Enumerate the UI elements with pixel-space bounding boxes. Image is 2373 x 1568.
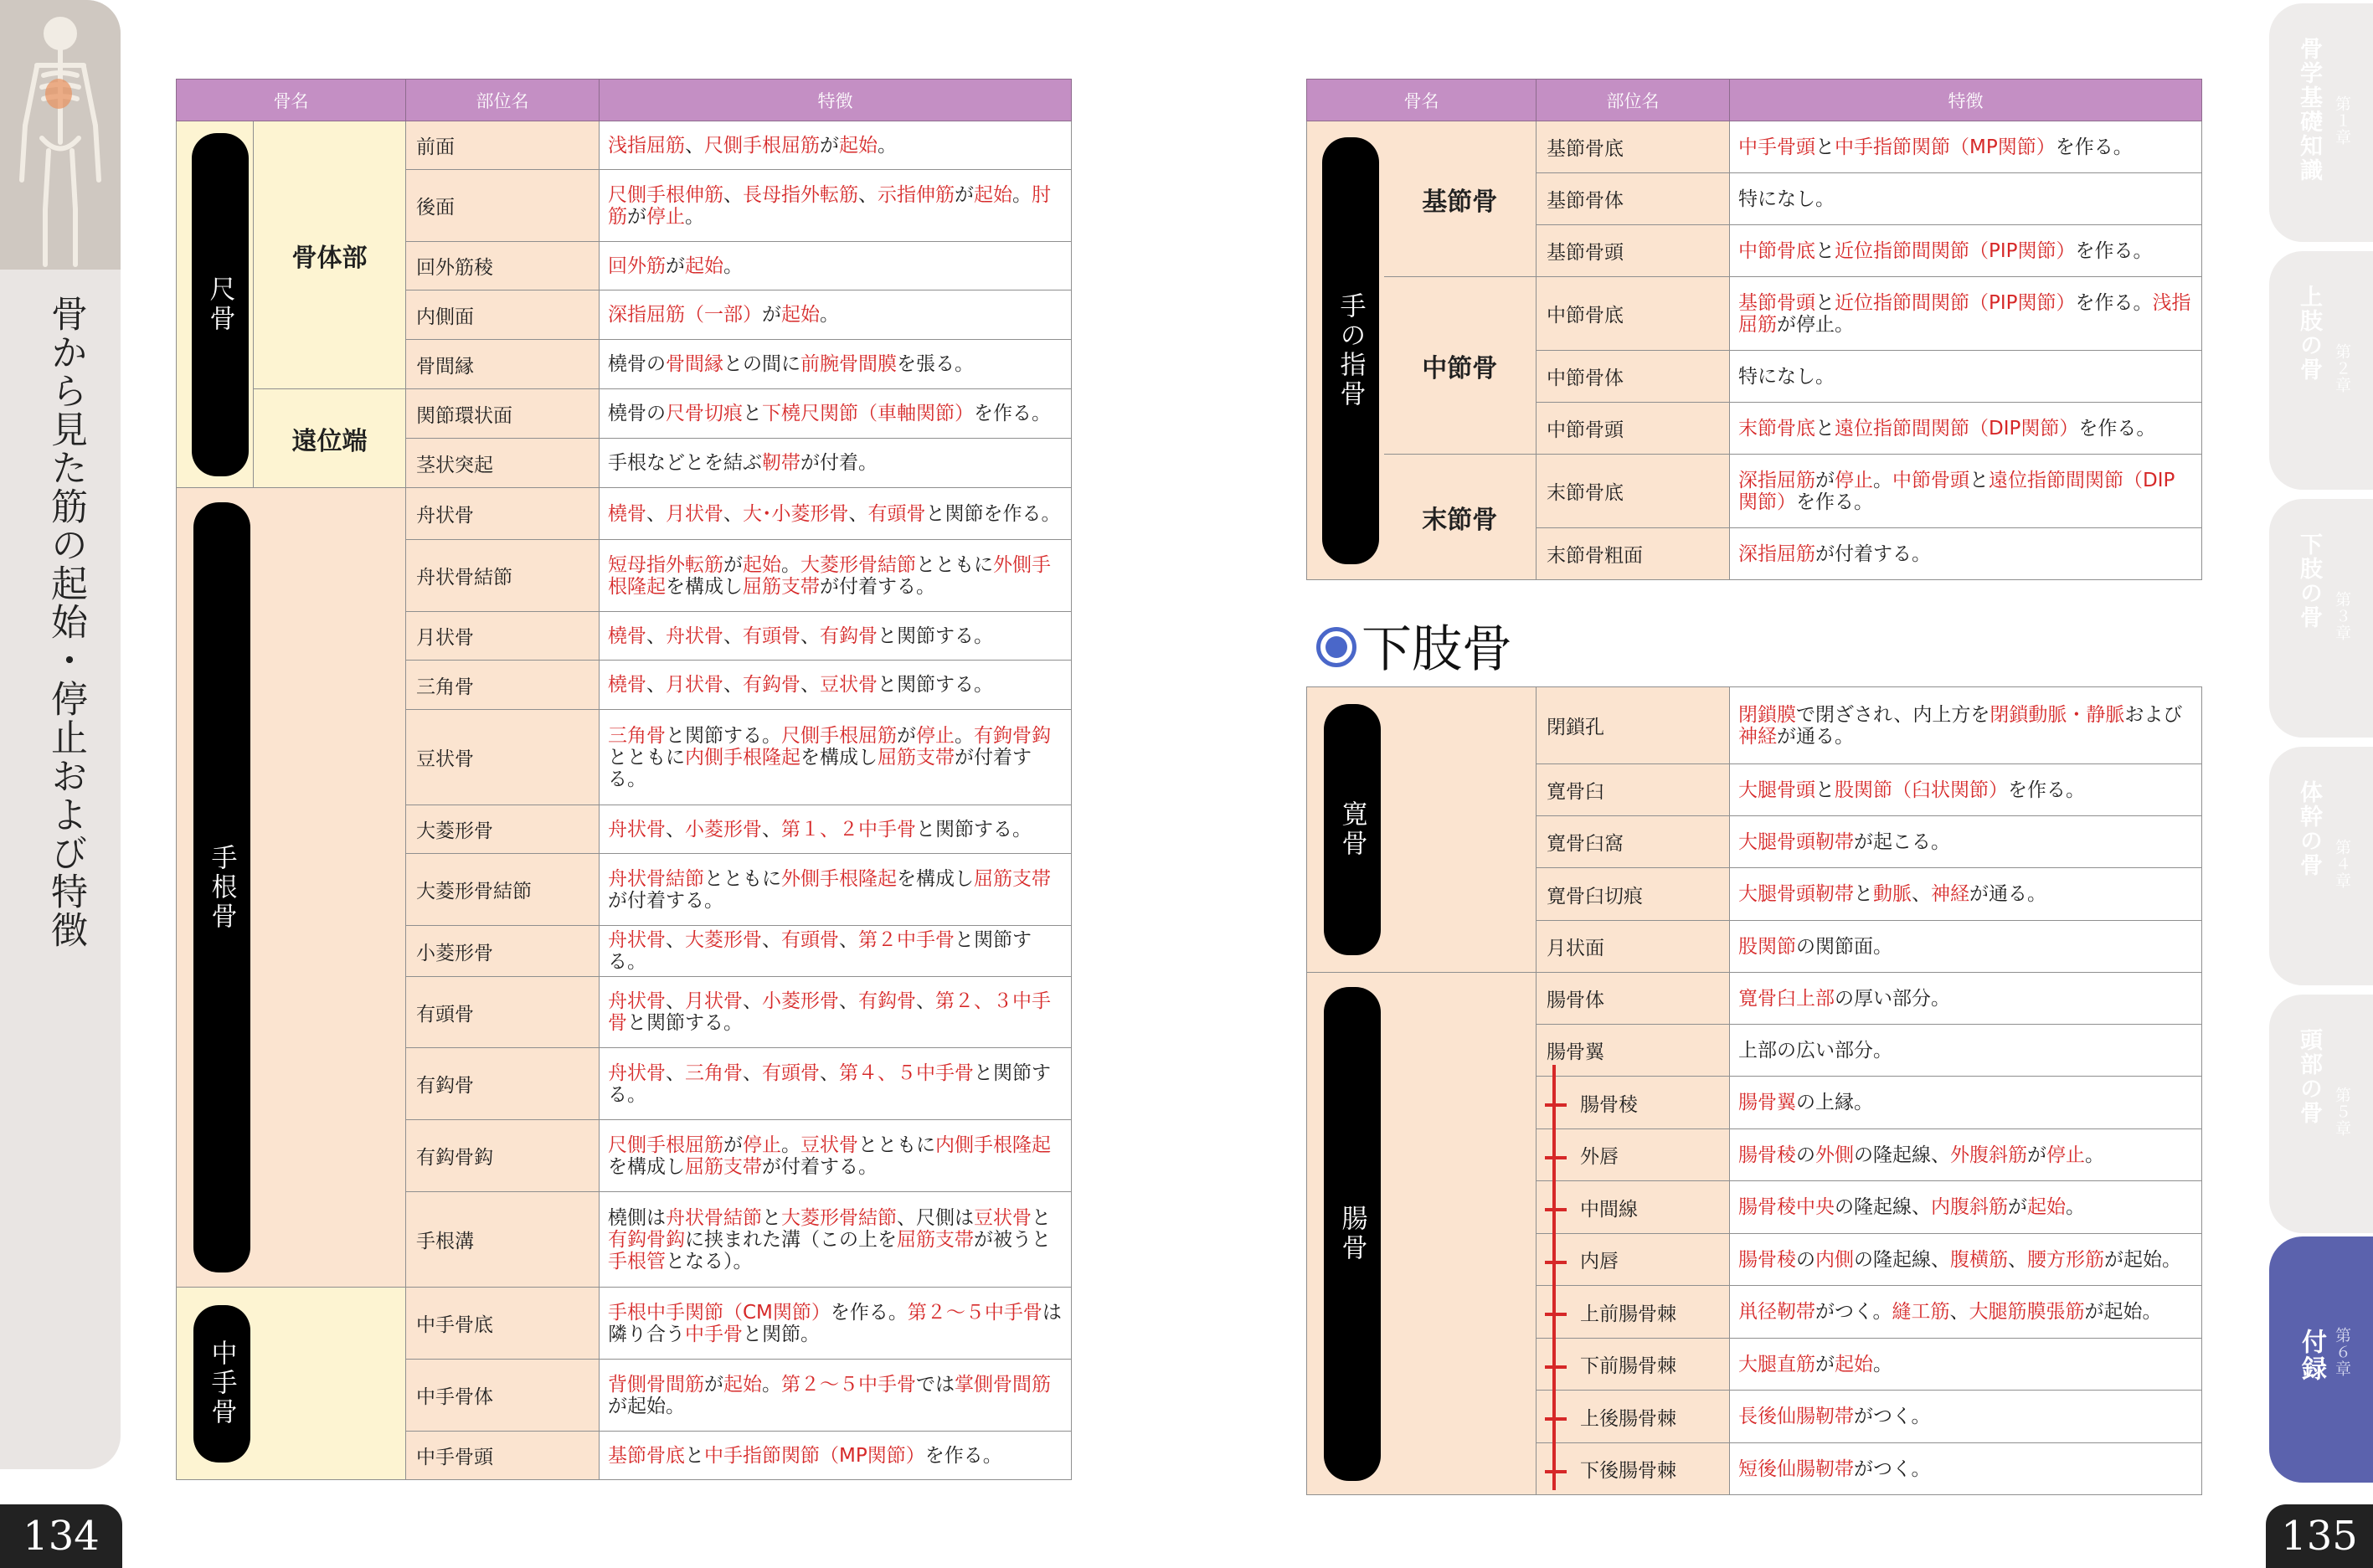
part-name: 中手骨体 <box>406 1360 600 1432</box>
part-name: 外唇 <box>1580 1146 1619 1168</box>
part-name: 基節骨頭 <box>1537 225 1730 277</box>
part-name: 後面 <box>406 170 600 242</box>
feature-desc: 閉鎖膜で閉ざされ、内上方を閉鎖動脈・静脈および神経が通る。 <box>1730 687 2202 764</box>
part-name: 大菱形骨 <box>406 805 600 854</box>
bone-label-ulna: 尺骨 <box>192 133 249 476</box>
chapter-tab-2[interactable] <box>2269 251 2373 490</box>
feature-desc: 短母指外転筋が起始。大菱形骨結節とともに外側手根隆起を構成し屈筋支帯が付着する。 <box>600 540 1072 612</box>
part-name: 舟状骨 <box>406 488 600 540</box>
part-name: 大菱形骨結節 <box>406 854 600 926</box>
part-name: 中手骨頭 <box>406 1432 600 1480</box>
part-name: 有鈎骨鈎 <box>406 1120 600 1192</box>
part-name: 手根溝 <box>406 1192 600 1288</box>
part-name: 腸骨稜 <box>1580 1093 1638 1116</box>
header-part-name: 部位名 <box>1537 80 1730 121</box>
circle-bullet-icon <box>1316 627 1356 667</box>
feature-desc: 短後仙腸靭帯がつく。 <box>1730 1443 2202 1495</box>
sub-label: 基節骨 <box>1384 121 1537 277</box>
bone-label-phalanges: 手の指骨 <box>1322 137 1379 564</box>
bracket-tick-icon <box>1545 1103 1567 1107</box>
feature-desc: 舟状骨結節とともに外側手根隆起を構成し屈筋支帯が付着する。 <box>600 854 1072 926</box>
part-name: 骨間縁 <box>406 340 600 389</box>
feature-desc: 鼡径靭帯がつく。縫工筋、大腿筋膜張筋が起始。 <box>1730 1286 2202 1339</box>
feature-desc: 尺側手根伸筋、長母指外転筋、示指伸筋が起始。肘筋が停止。 <box>600 170 1072 242</box>
feature-desc: 舟状骨、三角骨、有頭骨、第４、５中手骨と関節する。 <box>600 1048 1072 1120</box>
bone-label-hip: 寛骨 <box>1324 704 1381 955</box>
part-name: 基節骨体 <box>1537 173 1730 225</box>
feature-desc: 中手骨頭と中手指節関節（MP関節）を作る。 <box>1730 121 2202 173</box>
chapter-tab-3[interactable] <box>2269 499 2373 738</box>
part-name: 寛骨臼窩 <box>1537 816 1730 868</box>
chapter-tab-1[interactable] <box>2269 3 2373 242</box>
feature-desc: 股関節の関節面。 <box>1730 921 2202 973</box>
part-name: 寛骨臼切痕 <box>1537 868 1730 921</box>
part-name: 末節骨粗面 <box>1537 528 1730 580</box>
section-title: 下肢骨 <box>1362 620 1512 679</box>
part-name: 有鈎骨 <box>406 1048 600 1120</box>
feature-desc: 大腿直筋が起始。 <box>1730 1339 2202 1391</box>
part-name: 三角骨 <box>406 661 600 710</box>
lower-limb-table <box>1306 686 2202 1495</box>
feature-desc: 大腿骨頭靭帯と動脈、神経が通る。 <box>1730 868 2202 921</box>
bone-label-ilium: 腸骨 <box>1324 987 1381 1481</box>
feature-desc: 腸骨稜中央の隆起線、内腹斜筋が起始。 <box>1730 1181 2202 1234</box>
feature-desc: 上部の広い部分。 <box>1730 1025 2202 1077</box>
chapter-tab-number: 第１章 <box>2333 95 2351 146</box>
feature-desc: 基節骨頭と近位指節間関節（PIP関節）を作る。浅指屈筋が停止。 <box>1730 277 2202 351</box>
sub-label: 中節骨 <box>1384 277 1537 455</box>
bracket-tick-icon <box>1545 1417 1567 1421</box>
feature-desc: 大腿骨頭靭帯が起こる。 <box>1730 816 2202 868</box>
part-name: 月状面 <box>1537 921 1730 973</box>
part-name: 中節骨底 <box>1537 277 1730 351</box>
feature-desc: 橈側は舟状骨結節と大菱形骨結節、尺側は豆状骨と有鈎骨鈎に挟まれた溝（この上を屈筋支帯が被うと手根管となる）。 <box>600 1192 1072 1288</box>
feature-desc: 背側骨間筋が起始。第２～５中手骨では掌側骨間筋が起始。 <box>600 1360 1072 1432</box>
feature-desc: 腸骨翼の上縁。 <box>1730 1077 2202 1129</box>
chapter-tab-number: 第３章 <box>2333 591 2351 641</box>
page-number-left: 134 <box>0 1504 122 1568</box>
bone-label-carpal: 手根骨 <box>193 502 250 1272</box>
feature-desc: 特になし。 <box>1730 173 2202 225</box>
feature-desc: 末節骨底と遠位指節間関節（DIP関節）を作る。 <box>1730 403 2202 455</box>
part-name: 末節骨底 <box>1537 455 1730 528</box>
feature-desc: 三角骨と関節する。尺側手根屈筋が停止。有鉤骨鈎とともに内側手根隆起を構成し屈筋支帯が付着する。 <box>600 710 1072 805</box>
chapter-tab-title: 下肢の骨 <box>2296 532 2322 630</box>
feature-desc: 橈骨の尺骨切痕と下橈尺関節（車軸関節）を作る。 <box>600 389 1072 439</box>
part-name: 関節環状面 <box>406 389 600 439</box>
part-name: 閉鎖孔 <box>1537 687 1730 764</box>
finger-bone-table <box>1306 79 2202 580</box>
part-name: 下前腸骨棘 <box>1580 1355 1676 1377</box>
left-sidebar <box>0 0 121 1469</box>
feature-desc: 舟状骨、月状骨、小菱形骨、有鈎骨、第２、３中手骨と関節する。 <box>600 977 1072 1048</box>
header-features: 特徴 <box>600 80 1072 121</box>
part-name: 腸骨体 <box>1537 973 1730 1025</box>
feature-desc: 深指屈筋が停止。中節骨頭と遠位指節間関節（DIP関節）を作る。 <box>1730 455 2202 528</box>
bracket-line <box>1552 1065 1556 1490</box>
feature-desc: 深指屈筋（一部）が起始。 <box>600 290 1072 340</box>
feature-desc: 浅指屈筋、尺側手根屈筋が起始。 <box>600 121 1072 170</box>
feature-desc: 大腿骨頭と股関節（臼状関節）を作る。 <box>1730 764 2202 816</box>
part-name: 小菱形骨 <box>406 926 600 977</box>
part-name: 回外筋稜 <box>406 242 600 290</box>
bracket-tick-icon <box>1545 1261 1567 1264</box>
part-name: 前面 <box>406 121 600 170</box>
chapter-tab-title: 骨学基礎知識 <box>2296 37 2322 183</box>
part-name: 内側面 <box>406 290 600 340</box>
feature-desc: 手根などとを結ぶ靭帯が付着。 <box>600 439 1072 488</box>
part-name: 上後腸骨棘 <box>1580 1407 1676 1430</box>
chapter-tab-6[interactable] <box>2269 1236 2373 1483</box>
feature-desc: 尺側手根屈筋が停止。豆状骨とともに内側手根隆起を構成し屈筋支帯が付着する。 <box>600 1120 1072 1192</box>
chapter-tab-title: 頭部の骨 <box>2296 1028 2322 1125</box>
chapter-tab-number: 第２章 <box>2333 343 2351 393</box>
bracket-tick-icon <box>1545 1208 1567 1211</box>
header-bone-name: 骨名 <box>177 80 406 121</box>
sub-label: 末節骨 <box>1384 455 1537 580</box>
part-name: 基節骨底 <box>1537 121 1730 173</box>
part-name: 中節骨体 <box>1537 351 1730 403</box>
chapter-tab-title: 体幹の骨 <box>2296 780 2322 877</box>
part-name: 月状骨 <box>406 612 600 661</box>
part-name: 有頭骨 <box>406 977 600 1048</box>
chapter-tab-number: 第５章 <box>2333 1087 2351 1137</box>
feature-desc: 舟状骨、大菱形骨、有頭骨、第２中手骨と関節する。 <box>600 926 1072 977</box>
chapter-tab-number: 第６章 <box>2333 1327 2351 1377</box>
feature-desc: 深指屈筋が付着する。 <box>1730 528 2202 580</box>
page-number-right: 135 <box>2266 1504 2373 1568</box>
feature-desc: 橈骨の骨間縁との間に前腕骨間膜を張る。 <box>600 340 1072 389</box>
bracket-tick-icon <box>1545 1470 1567 1473</box>
part-name: 内唇 <box>1580 1251 1619 1272</box>
chapter-tab-title: 付録 <box>2297 1329 2326 1382</box>
sub-label: 骨体部 <box>254 121 406 389</box>
feature-desc: 舟状骨、小菱形骨、第１、２中手骨と関節する。 <box>600 805 1072 854</box>
part-name: 寛骨臼 <box>1537 764 1730 816</box>
feature-desc: 寛骨臼上部の厚い部分。 <box>1730 973 2202 1025</box>
part-name: 腸骨翼 <box>1537 1025 1730 1077</box>
part-name: 豆状骨 <box>406 710 600 805</box>
section-heading <box>1316 609 1512 681</box>
chapter-tab-4[interactable] <box>2269 747 2373 985</box>
feature-desc: 橈骨、舟状骨、有頭骨、有鈎骨と関節する。 <box>600 612 1072 661</box>
part-name: 中節骨頭 <box>1537 403 1730 455</box>
feature-desc: 中節骨底と近位指節間関節（PIP関節）を作る。 <box>1730 225 2202 277</box>
vertical-page-title: 骨から見た筋の起始・停止および特徴 <box>44 295 87 949</box>
feature-desc: 橈骨、月状骨、有鈎骨、豆状骨と関節する。 <box>600 661 1072 710</box>
chapter-tab-number: 第４章 <box>2333 839 2351 889</box>
part-name: 茎状突起 <box>406 439 600 488</box>
feature-desc: 回外筋が起始。 <box>600 242 1072 290</box>
part-name: 中間線 <box>1580 1198 1638 1221</box>
feature-desc: 腸骨稜の内側の隆起線、腹横筋、腰方形筋が起始。 <box>1730 1234 2202 1286</box>
part-name: 舟状骨結節 <box>406 540 600 612</box>
header-part-name: 部位名 <box>406 80 600 121</box>
feature-desc: 手根中手関節（CM関節）を作る。第２～５中手骨は隣り合う中手骨と関節。 <box>600 1288 1072 1360</box>
feature-desc: 腸骨稜の外側の隆起線、外腹斜筋が停止。 <box>1730 1129 2202 1181</box>
header-bone-name: 骨名 <box>1307 80 1537 121</box>
bracket-tick-icon <box>1545 1365 1567 1369</box>
bracket-tick-icon <box>1545 1156 1567 1159</box>
header-features: 特徴 <box>1730 80 2202 121</box>
chapter-tab-title: 上肢の骨 <box>2296 285 2322 382</box>
sub-label: 遠位端 <box>254 389 406 488</box>
upper-limb-table <box>176 79 1072 1480</box>
feature-desc: 長後仙腸靭帯がつく。 <box>1730 1391 2202 1443</box>
bone-label-metacarpal: 中手骨 <box>193 1305 250 1463</box>
feature-desc: 橈骨、月状骨、大･小菱形骨、有頭骨と関節を作る。 <box>600 488 1072 540</box>
part-name: 下後腸骨棘 <box>1580 1460 1676 1482</box>
chapter-tab-5[interactable] <box>2269 995 2373 1233</box>
skeleton-image <box>0 0 121 270</box>
feature-desc: 基節骨底と中手指節関節（MP関節）を作る。 <box>600 1432 1072 1480</box>
part-name: 上前腸骨棘 <box>1580 1303 1676 1325</box>
feature-desc: 特になし。 <box>1730 351 2202 403</box>
part-name: 中手骨底 <box>406 1288 600 1360</box>
bracket-tick-icon <box>1545 1313 1567 1316</box>
